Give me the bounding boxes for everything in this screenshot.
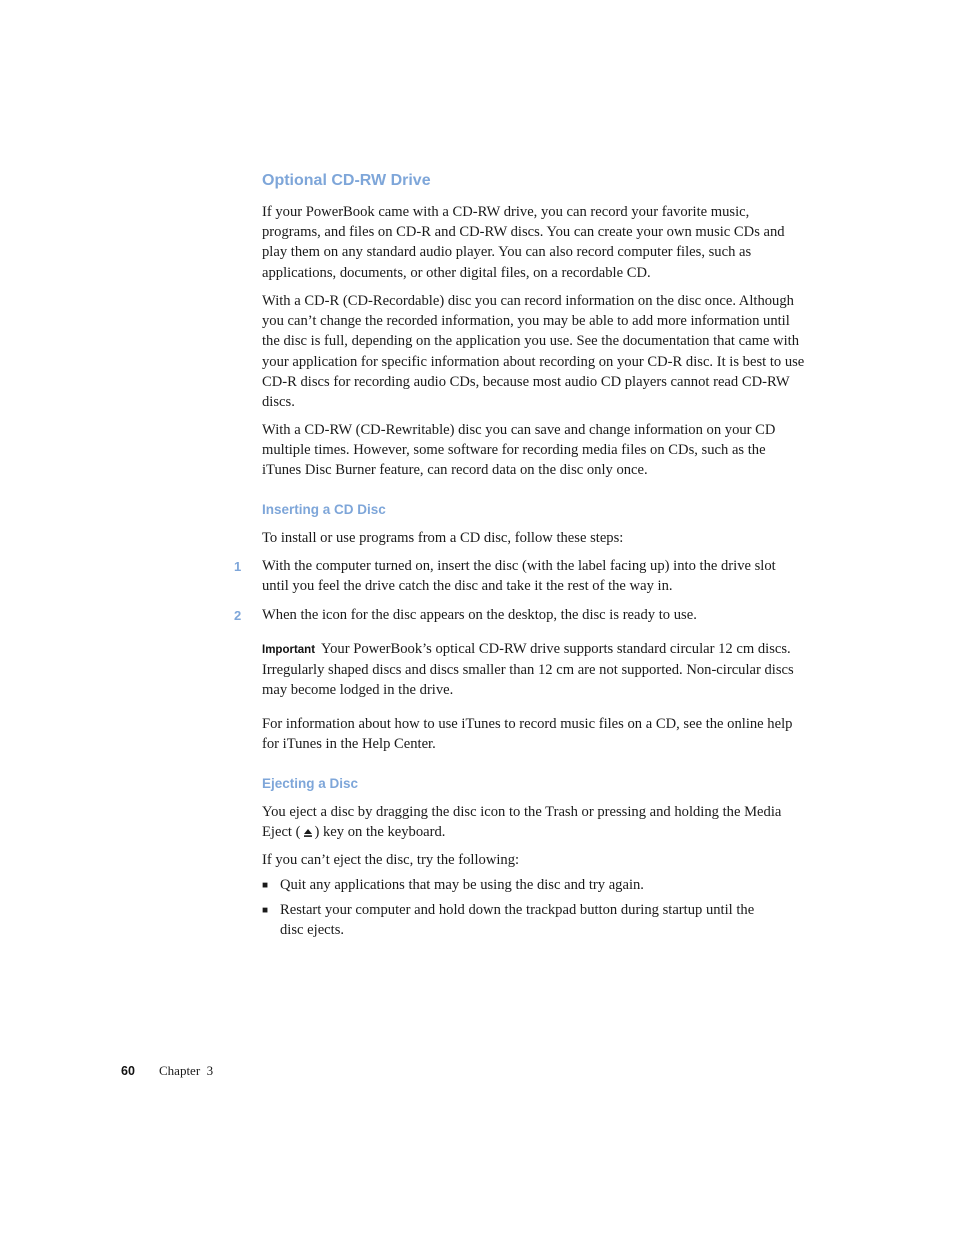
- cdrw-paragraph: With a CD-RW (CD-Rewritable) disc you can save and change information on your CD multiple times. However, some software for recording media files on CDs, such as the iTunes Disc Burner feature, can record data on the disc only once.: [262, 422, 776, 479]
- step-number: 2: [234, 608, 242, 623]
- step-number: 1: [234, 559, 242, 574]
- bullet-item: Restart your computer and hold down the trackpad button during startup until the disc ejects.: [280, 902, 755, 939]
- section-heading: Optional CD-RW Drive: [262, 172, 431, 189]
- eject-paragraph: [262, 802, 792, 842]
- eject-text-before: You eject a disc by dragging the disc icon to the Trash or pressing and holding the Media Eject (: [262, 804, 782, 841]
- step-text: With the computer turned on, insert the disc (with the label facing up) into the drive slot until you feel the drive catch the disc and take it the rest of the way in.: [262, 558, 776, 595]
- bullet-item: Quit any applications that may be using the disc and try again.: [280, 877, 644, 893]
- inserting-heading: Inserting a CD Disc: [262, 502, 386, 517]
- important-text: Your PowerBook’s optical CD-RW drive supports standard circular 12 cm discs. Irregularly shaped discs and discs smaller than 12 cm are not supported. Non-circular discs may become lodged in the drive.: [262, 641, 794, 699]
- eject-text-after: ) key on the keyboard.: [314, 824, 446, 841]
- bullet-marker: ■: [262, 905, 269, 916]
- intro-paragraph: If your PowerBook came with a CD-RW drive, you can record your favorite music, programs, and files on CD-R and CD-RW discs. You can create your own music CDs and play them on any standard audio player. You can also record computer files, such as applications, documents, or other digital files, on a recordable CD.: [262, 204, 785, 281]
- cant-eject-paragraph: If you can’t eject the disc, try the following:: [262, 852, 520, 868]
- chapter-label: Chapter 3: [159, 1063, 214, 1078]
- media-eject-icon: [302, 827, 314, 839]
- ejecting-heading: Ejecting a Disc: [262, 776, 359, 791]
- step-text: When the icon for the disc appears on the desktop, the disc is ready to use.: [262, 607, 697, 623]
- bullet-marker: ■: [262, 880, 269, 891]
- page-number: 60: [121, 1064, 135, 1078]
- cdr-paragraph: With a CD-R (CD-Recordable) disc you can record information on the disc once. Although you can’t change the recorded information, you may be able to add more information until the disc is full, depending on the application you use. See the documentation that came with your application for specific information about recording on your CD-R disc. It is best to use CD-R discs for recording audio CDs, because most audio CD players cannot read CD-RW discs.: [262, 293, 805, 411]
- important-note: [262, 639, 802, 701]
- important-label: Important: [262, 644, 316, 656]
- itunes-note: For information about how to use iTunes to record music files on a CD, see the online help for iTunes in the Help Center.: [262, 716, 793, 753]
- inserting-intro: To install or use programs from a CD disc, follow these steps:: [262, 530, 624, 546]
